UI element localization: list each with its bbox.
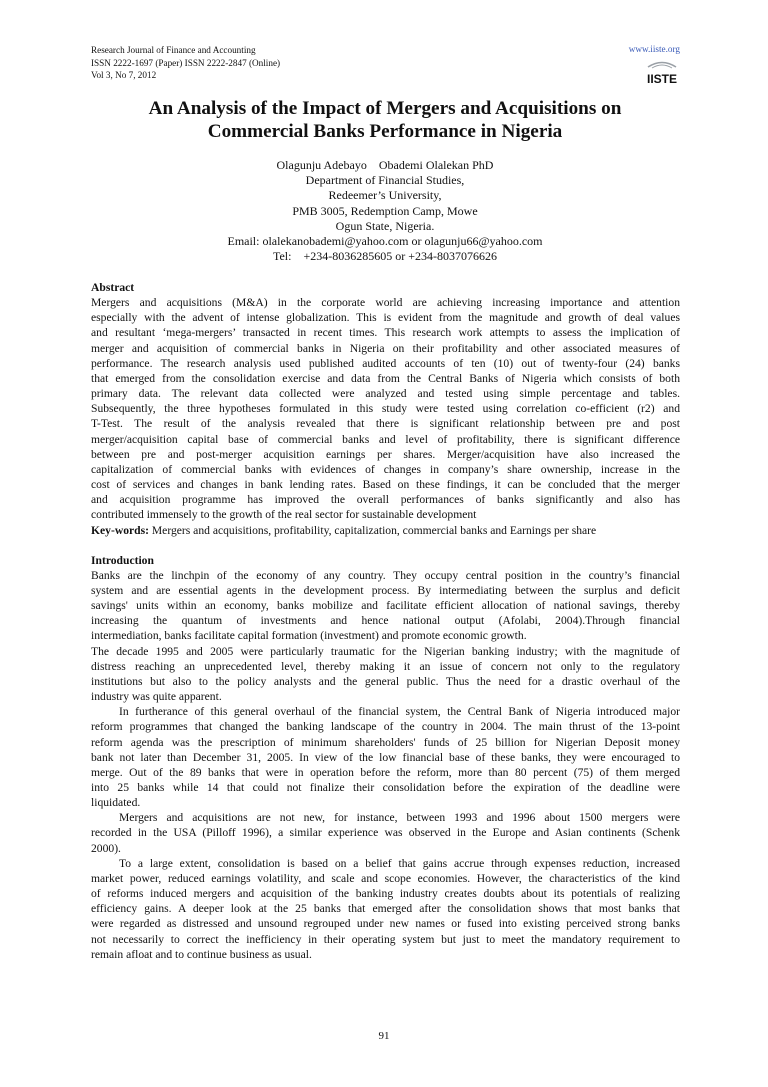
text-line: merge. Out of the 89 banks that were in operation before the reform, more than 80 percent (75) of them merged [91,765,680,779]
intro-paragraph-2 [91,644,680,705]
text-line: of reforms induced mergers and acquisition of the banking industry creates doubts about its potentials of realizing [91,887,680,901]
text-line: institutions but also to the policy analysts and the general public. Thus the need for a drastic overhaul of the [91,674,680,688]
text-line: increasing the quantum of investments and hence national output (Afolabi, 2004).Through financial [91,614,680,628]
text-line: capitalization of commercial banks with evidences of changes in company’s share ownership, increase in the [91,462,680,476]
body-text [91,280,680,962]
title-line-2: Commercial Banks Performance in Nigeria [207,120,563,142]
journal-volume: Vol 3, No 7, 2012 [91,70,157,80]
text-line: The decade 1995 and 2005 were particularly traumatic for the Nigerian banking industry; with the magnitude of [91,644,680,658]
text-line: not necessarily to correct the inefficiency in their operating system but just to meet the mandatory requirement to [91,932,680,946]
text-line: and resultant ‘mega-mergers’ transacted in recent times. This research work attempts to assess the implication of [91,326,680,340]
author-email: Email: olalekanobademi@yahoo.com or olagunju66@yahoo.com [227,234,543,249]
text-line: performance. The research analysis used published audited accounts of ten (10) out of twenty-four (24) banks [91,356,680,370]
text-line: reform programmes that changed the banking landscape of the country in 2004. The main thrust of the 13-point [91,720,680,734]
abstract-paragraph [91,295,680,522]
journal-name: Research Journal of Finance and Accounting [91,45,256,55]
text-line: bank not later than December 31, 2005. In view of the low financial base of these banks, they were encouraged to [91,750,680,764]
text-line: that emerged from the consolidation exercise and data from the Central Banks of Nigeria which consists of both [91,371,680,385]
author-block [90,158,680,264]
text-line: liquidated. [91,796,141,810]
text-line: between pre and post-merger acquisition earnings per shares. Merger/acquisition have also increased the [91,447,680,461]
abstract-heading: Abstract [91,281,135,294]
author-state: Ogun State, Nigeria. [335,218,435,233]
text-line: Banks are the linchpin of the economy of any country. They occupy central position in the country’s financial [91,568,680,582]
intro-paragraph-4 [91,810,680,855]
text-line: cost of services and changes in bank lending rates. Based on these findings, it can be concluded that the merger [91,478,680,492]
keywords-label: Key-words: [91,523,149,537]
author-address: PMB 3005, Redemption Camp, Mowe [292,203,478,218]
text-line: merger/acquisition capital base of commercial banks and level of profitability, there is significant difference [91,432,680,446]
intro-paragraph-3 [91,704,680,810]
page-number: 91 [378,1030,390,1042]
text-line: were regarded as distressed and unsound regrouped under new names or fused into existing perceived strong banks [91,917,680,931]
text-line: into 25 banks while 14 that could not finalize their consolidation before the expiration of the deadline were [91,781,680,794]
text-line: recorded in the USA (Pilloff 1996), a similar experience was observed in the Europe and Asian continents (Schenk [91,826,680,840]
text-line: especially with the advent of intense globalization. This is evident from the magnitude and growth of deal values [91,311,680,325]
iiste-logo-icon [644,57,680,85]
introduction-heading: Introduction [91,553,154,567]
keywords [91,523,680,538]
text-line: Subsequently, the three hypotheses formulated in this study were tested using correlation co-efficient (r2) and [91,402,680,416]
text-line: merger and acquisition of commercial banks in Nigeria on their profitability and other associated measures of [91,341,680,355]
text-line: In furtherance of this general overhaul of the financial system, the Central Bank of Nigeria introduced major [119,705,680,719]
author-department: Department of Financial Studies, [305,173,465,188]
text-line: distress reaching an unprecedented level, thereby making it an issue of concern not only to the regulatory [91,659,680,673]
text-line: and acquisition programme has improved the overall performances of banks significantly and also has [91,493,680,507]
text-line: market power, reduced earnings volatility, and scale and scope economies. However, the characteristics of the kind [91,871,680,885]
text-line: To a large extent, consolidation is based on a belief that gains accrue through expenses reduction, increased [119,856,680,870]
author-telephone: Tel: +234-8036285605 or +234-8037076626 [272,249,497,264]
keywords-list: Mergers and acquisitions, profitability, capitalization, commercial banks and Earnings per share [148,523,597,537]
intro-paragraph-1 [91,568,680,644]
text-line: Mergers and acquisitions are not new, for instance, between 1993 and 1996 about 1500 mergers were [119,811,680,825]
journal-url[interactable]: www.iiste.org [628,44,680,54]
text-line: Mergers and acquisitions (M&A) in the corporate world are achieving increasing importance and attention [91,296,680,310]
logo-text: IISTE [646,72,678,85]
title-line-1: An Analysis of the Impact of Mergers and Acquisitions on [148,98,622,119]
text-line: efficiency gains. A deeper look at the 25 banks that emerged after the consolidation shows that most banks that [91,902,680,916]
text-line: savings' units within an economy, banks mobilize and facilitate efficient allocation of national savings, thereby [91,599,680,613]
text-line: reform agenda was the prescription of minimum shareholders' funds of 25 billion for Nigerian Deposit money [91,735,680,749]
author-university: Redeemer’s University, [328,188,442,203]
text-line: contributed immensely to the growth of the real sector for sustainable development [91,508,477,522]
author-names: Olagunju Adebayo Obademi Olalekan PhD [276,158,494,172]
paper-title [90,98,680,143]
text-line: primary data. The relevant data collected were analyzed and tested using simple percentage and tables. [91,387,680,401]
journal-issn: ISSN 2222-1697 (Paper) ISSN 2222-2847 (Online) [91,57,281,68]
text-line: industry was quite apparent. [91,690,222,704]
journal-header [91,44,280,82]
text-line: T-Test. The result of the analysis revealed that there is significant relationship between pre and post [91,417,680,431]
text-line: 2000). [91,841,121,855]
intro-paragraph-5 [91,856,680,962]
text-line: remain afloat and to continue business as usual. [91,947,312,961]
text-line: intermediation, banks facilitate capital formation (investment) and promote economic growth. [91,629,527,643]
text-line: system and are essential agents in the development process. By intermediating between the surplus and deficit [91,583,680,597]
